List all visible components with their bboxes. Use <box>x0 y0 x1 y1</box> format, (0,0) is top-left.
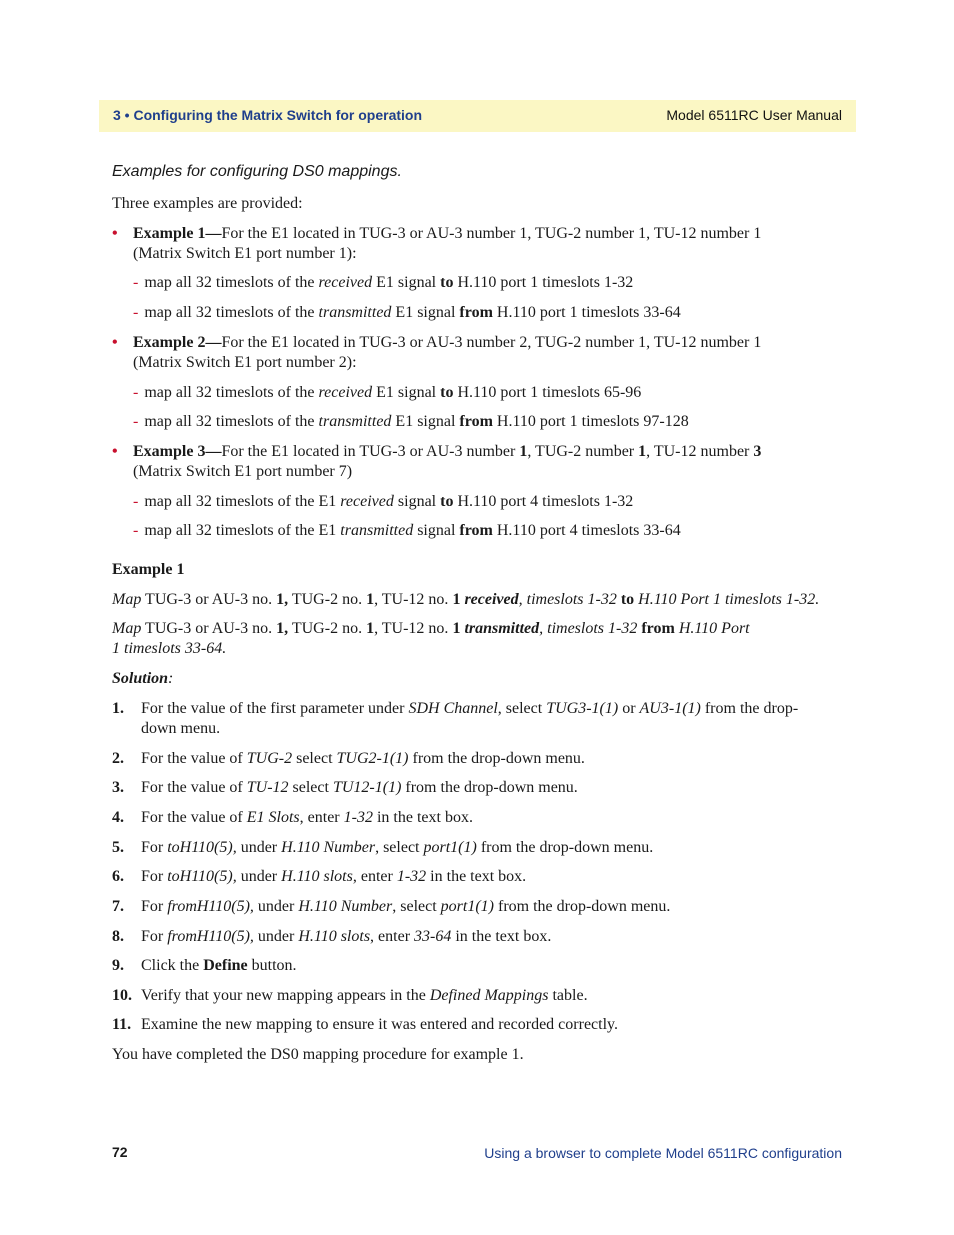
example-desc-line2: (Matrix Switch E1 port number 7) <box>133 463 353 480</box>
solution-label: Solution: <box>112 670 174 687</box>
example-label: Example 2— <box>133 334 222 351</box>
chapter-title: 3 • Configuring the Matrix Switch for operation <box>113 107 423 123</box>
dash-icon: - <box>133 384 139 401</box>
example-desc: For the E1 located in TUG-3 or AU-3 number 2, TUG-2 number 1, TU-12 number 1 <box>221 334 762 351</box>
dash-icon: - <box>133 413 139 430</box>
map-line-2: Map TUG-3 or AU-3 no. 1, TUG-2 no. 1, TU-12 no. 1 transmitted, timeslots 1-32 from H.110 Port 1 timeslots 33-64. <box>112 620 750 657</box>
example-desc: For the E1 located in TUG-3 or AU-3 number 1, TUG-2 number 1, TU-12 number 1 <box>221 225 762 242</box>
example-1-sub-1: - map all 32 timeslots of the received E1 signal to H.110 port 1 timeslots 1-32 <box>133 274 634 291</box>
example-1-sub-2: - map all 32 timeslots of the transmitted E1 signal from H.110 port 1 timeslots 33-64 <box>133 304 681 321</box>
dash-icon: - <box>133 493 139 510</box>
example-2-sub-1: - map all 32 timeslots of the received E1 signal to H.110 port 1 timeslots 65-96 <box>133 384 642 401</box>
example-desc-line2: (Matrix Switch E1 port number 2): <box>133 354 357 371</box>
example-2-sub-2: - map all 32 timeslots of the transmitted E1 signal from H.110 port 1 timeslots 97-128 <box>133 413 689 430</box>
bullet-icon: • <box>112 443 118 460</box>
footer-title: Using a browser to complete Model 6511RC configuration <box>484 1145 842 1161</box>
example-1-heading: Example 1 <box>112 561 185 578</box>
example-3-sub-2: - map all 32 timeslots of the E1 transmitted signal from H.110 port 4 timeslots 33-64 <box>133 522 681 539</box>
bullet-icon: • <box>112 334 118 351</box>
example-3-sub-1: - map all 32 timeslots of the E1 received signal to H.110 port 4 timeslots 1-32 <box>133 493 634 510</box>
running-header <box>99 100 856 132</box>
section-heading: Examples for configuring DS0 mappings. <box>112 163 402 180</box>
example-label: Example 1— <box>133 225 222 242</box>
conclusion-text: You have completed the DS0 mapping procedure for example 1. <box>112 1046 524 1063</box>
dash-icon: - <box>133 304 139 321</box>
example-desc-line2: (Matrix Switch E1 port number 1): <box>133 245 357 262</box>
dash-icon: - <box>133 274 139 291</box>
manual-title: Model 6511RC User Manual <box>666 107 842 123</box>
bullet-icon: • <box>112 225 118 242</box>
dash-icon: - <box>133 522 139 539</box>
intro-text: Three examples are provided: <box>112 195 303 212</box>
map-line-1: Map TUG-3 or AU-3 no. 1, TUG-2 no. 1, TU-12 no. 1 received, timeslots 1-32 to H.110 Port 1 timeslots 1-32. <box>112 591 820 608</box>
example-label: Example 3— <box>133 443 222 460</box>
page-number: 72 <box>112 1144 128 1160</box>
